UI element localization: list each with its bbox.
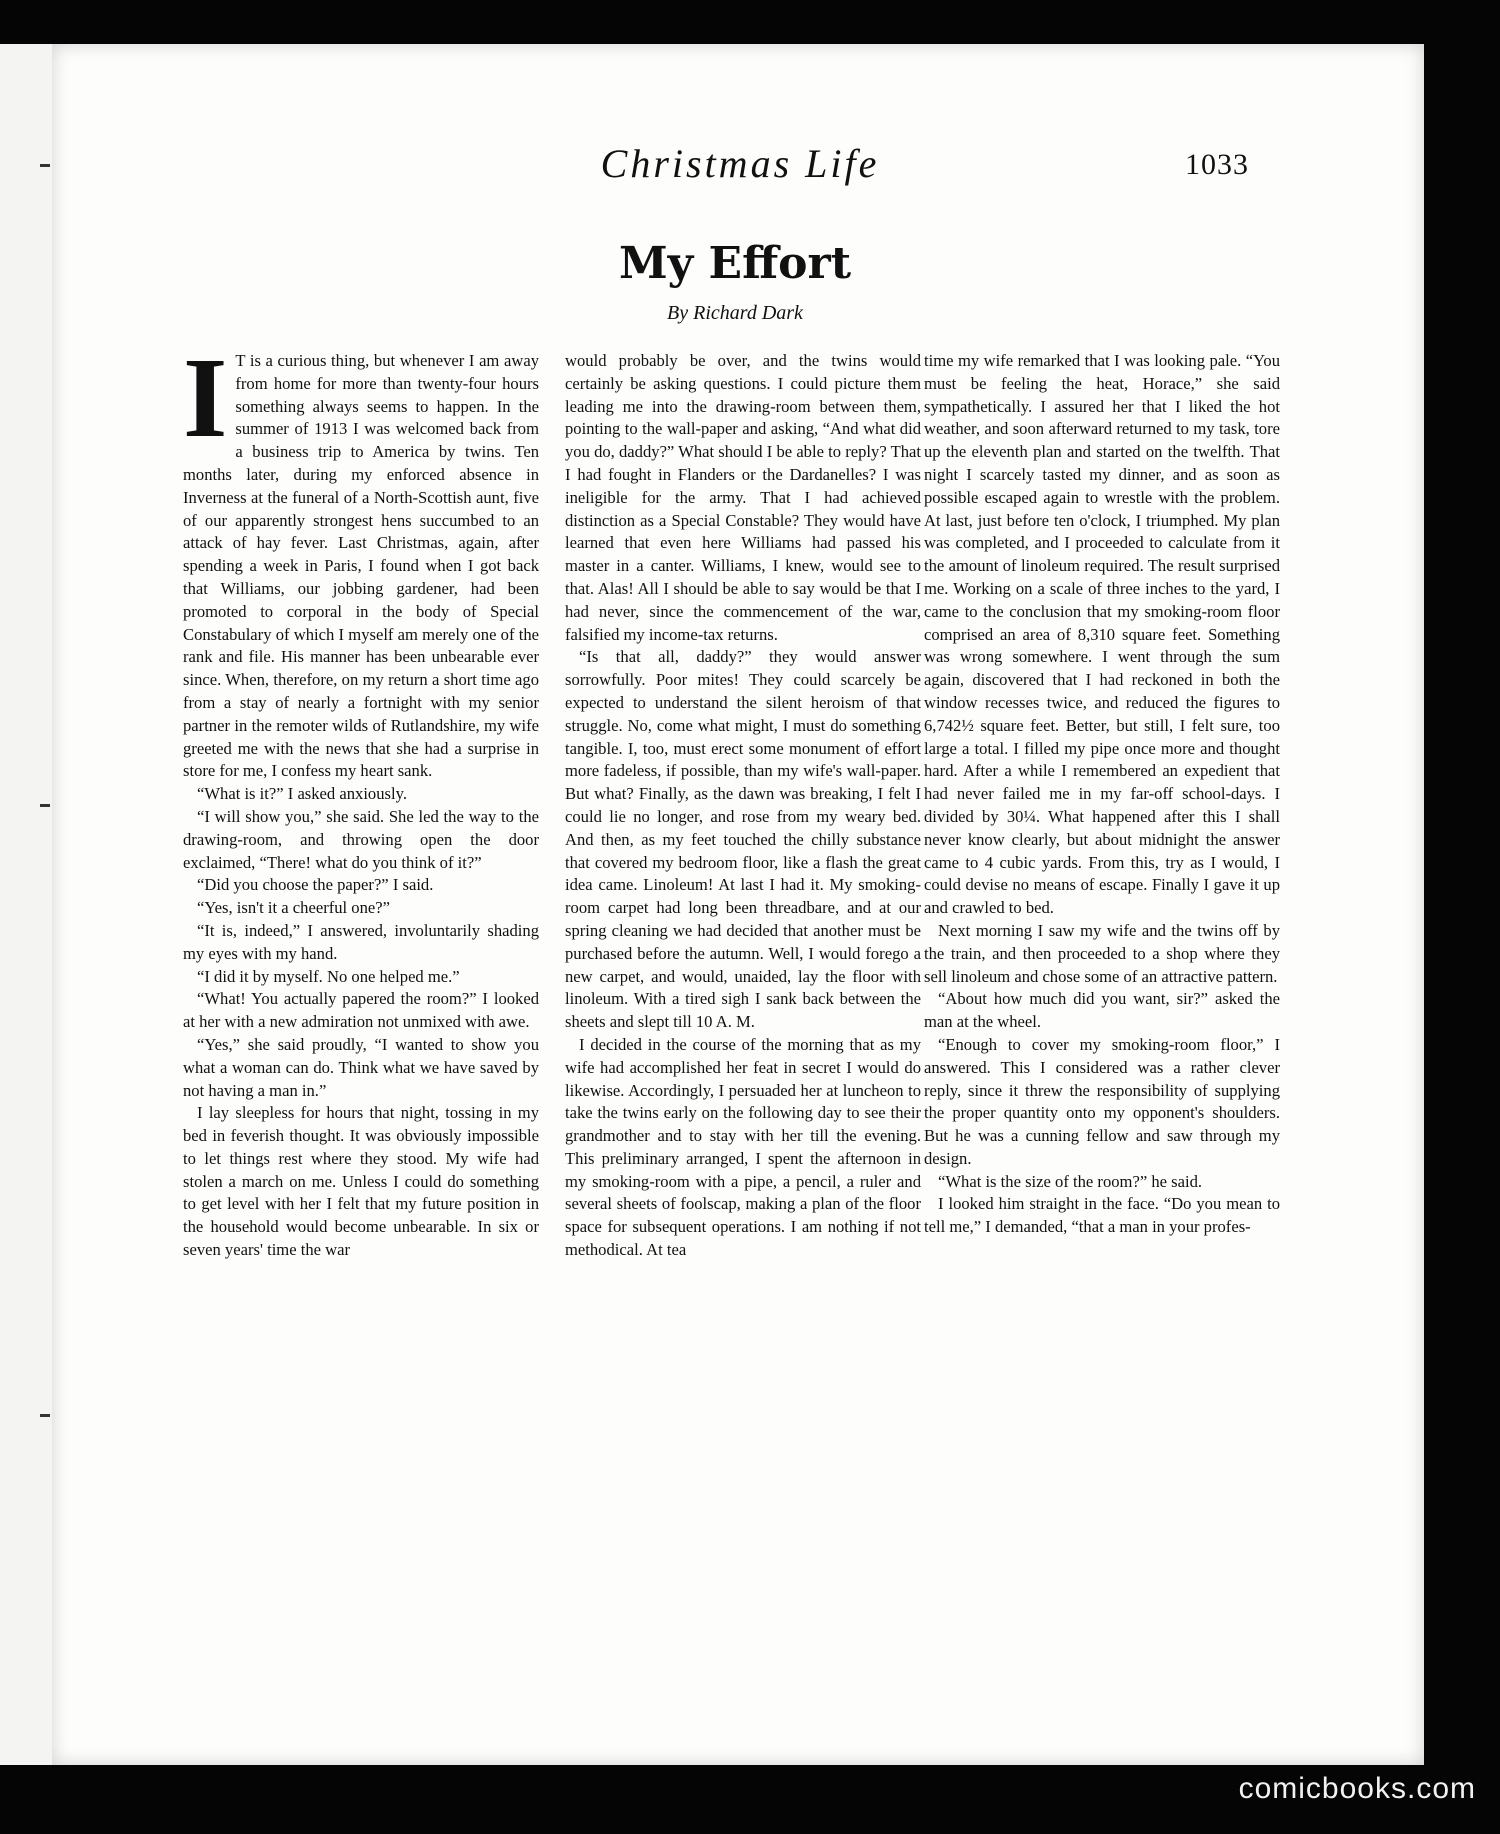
binding-mark xyxy=(40,164,50,167)
paragraph: “Did you choose the paper?” I said. xyxy=(197,875,434,895)
paragraph: Next morning I saw my wife and the twins off by the train, and then proceeded to a shop where they sell linoleum and chose some of an attractive pattern. xyxy=(924,920,1280,986)
article-byline: By Richard Dark xyxy=(667,302,803,324)
paragraph: “Yes,” she said proudly, “I wanted to show you what a woman can do. Think what we have saved by not having a man in.” xyxy=(183,1034,539,1100)
text-column-1 xyxy=(183,334,539,1262)
binding-mark xyxy=(40,804,50,807)
paragraph: “I will show you,” she said. She led the way to the drawing-room, and throwing open the door exclaimed, “There! what do you think of it?” xyxy=(183,806,539,872)
paragraph: T is a curious thing, but whenever I am away from home for more than twenty-four hours something always seems to happen. In the summer of 1913 I was welcomed back from a business trip to America by twins. Ten months later, during my enforced absence in Inverness at the funeral of a North-Scottish aunt, five of our apparently strongest hens succumbed to an attack of hay fever. Last Christmas, again, after spending a week in Paris, I found when I got back that Williams, our jobbing gardener, had been promoted to corporal in the body of Special Constabulary of which I myself am merely one of the rank and file. His manner has been unbearable ever since. When, therefore, on my return a short time ago from a stay of nearly a fortnight with my senior partner in the remoter wilds of Rutlandshire, my wife greeted me with the news that she had a surprise in store for me, I confess my heart sank. xyxy=(183,351,539,781)
text-column-3 xyxy=(924,350,1280,1239)
page-number: 1033 xyxy=(1185,148,1249,181)
paragraph: “Yes, isn't it a cheerful one?” xyxy=(197,898,390,918)
paragraph: I lay sleepless for hours that night, tossing in my bed in feverish thought. It was obviously impossible to let things rest where they stood. My wife had stolen a march on me. Unless I could do something to get level with her I felt that my future position in the household would become unbearable. In six or seven years' time the war xyxy=(183,1103,539,1260)
paragraph: I decided in the course of the morning that as my wife had accomplished her feat in secret I would do likewise. Accordingly, I persuaded her at luncheon to take the twins early on the following day to see their grandmother and to stay with her till the evening. This preliminary arranged, I spent the afternoon in my smoking-room with a pipe, a pencil, a ruler and several sheets of foolscap, making a plan of the floor space for subsequent operations. I am nothing if not methodical. At tea xyxy=(565,1034,921,1260)
paragraph: “What is the size of the room?” he said. xyxy=(938,1171,1203,1191)
drop-cap: I xyxy=(183,334,228,461)
source-watermark: comicbooks.com xyxy=(1238,1772,1476,1805)
paragraph: “Is that all, daddy?” they would answer sorrowfully. Poor mites! They could scarcely be expected to understand the silent heroism of that struggle. No, come what might, I must do something tangible. I, too, must erect some monument of effort more fadeless, if possible, than my wife's wall-paper. But what? Finally, as the dawn was breaking, I felt I could lie no longer, and rose from my weary bed. And then, as my feet touched the chilly substance that covered my bedroom floor, like a flash the great idea came. Linoleum! At last I had it. My smoking-room carpet had long been threadbare, and at our spring cleaning we had decided that another must be purchased before the autumn. Well, I would forego a new carpet, and would, unaided, lay the floor with linoleum. With a tired sigh I sank back between the sheets and slept till 10 A. M. xyxy=(565,647,921,1032)
paragraph: “I did it by myself. No one helped me.” xyxy=(197,966,460,986)
paragraph: “What! You actually papered the room?” I looked at her with a new admiration not unmixed with awe. xyxy=(183,989,539,1032)
paragraph: “Enough to cover my smoking-room floor,” I answered. This I considered was a rather clever reply, since it threw the responsibility of supplying the proper quantity onto my opponent's shoulders. But he was a cunning fellow and saw through my design. xyxy=(924,1034,1280,1168)
paragraph: “What is it?” I asked anxiously. xyxy=(197,784,407,804)
paragraph: “About how much did you want, sir?” asked the man at the wheel. xyxy=(924,989,1280,1032)
paragraph: time my wife remarked that I was looking pale. “You must be feeling the heat, Horace,” she said sympathetically. I assured her that I liked the hot weather, and soon afterward returned to my task, tore up the eleventh plan and started on the twelfth. That night I scarcely tasted my dinner, and as soon as possible escaped again to wrestle with the problem. At last, just before ten o'clock, I triumphed. My plan was completed, and I proceeded to calculate from it the amount of linoleum required. The result surprised me. Working on a scale of three inches to the yard, I came to the conclusion that my smoking-room floor comprised an area of 8,310 square feet. Something was wrong somewhere. I went through the sum again, discovered that I had reckoned in both the window recesses twice, and reduced the figures to 6,742½ square feet. Better, but still, I felt sure, too large a total. I filled my pipe once more and thought hard. After a while I remembered an expedient that had never failed me in my far-off school-days. I divided by 30¼. What happened after this I shall never know clearly, but about midnight the answer came to 4 cubic yards. From this, try as I would, I could devise no means of escape. Finally I gave it up and crawled to bed. xyxy=(924,351,1280,918)
text-column-2 xyxy=(565,350,921,1262)
article-title: My Effort xyxy=(618,238,852,289)
paragraph: “It is, indeed,” I answered, involuntarily shading my eyes with my hand. xyxy=(183,920,539,963)
paragraph: I looked him straight in the face. “Do you mean to tell me,” I demanded, “that a man in your profes- xyxy=(924,1194,1280,1237)
running-header-title: Christmas Life xyxy=(600,141,880,186)
paragraph: would probably be over, and the twins would certainly be asking questions. I could picture them leading me into the drawing-room between them, pointing to the wall-paper and asking, “And what did you do, daddy?” What should I be able to reply? That I had fought in Flanders or the Dardanelles? I was ineligible for the army. That I had achieved distinction as a Special Constable? They would have learned that even here Williams had passed his master in a canter. Williams, I knew, would see to that. Alas! All I should be able to say would be that I had never, since the commencement of the war, falsified my income-tax returns. xyxy=(565,351,921,644)
binding-mark xyxy=(40,1414,50,1417)
